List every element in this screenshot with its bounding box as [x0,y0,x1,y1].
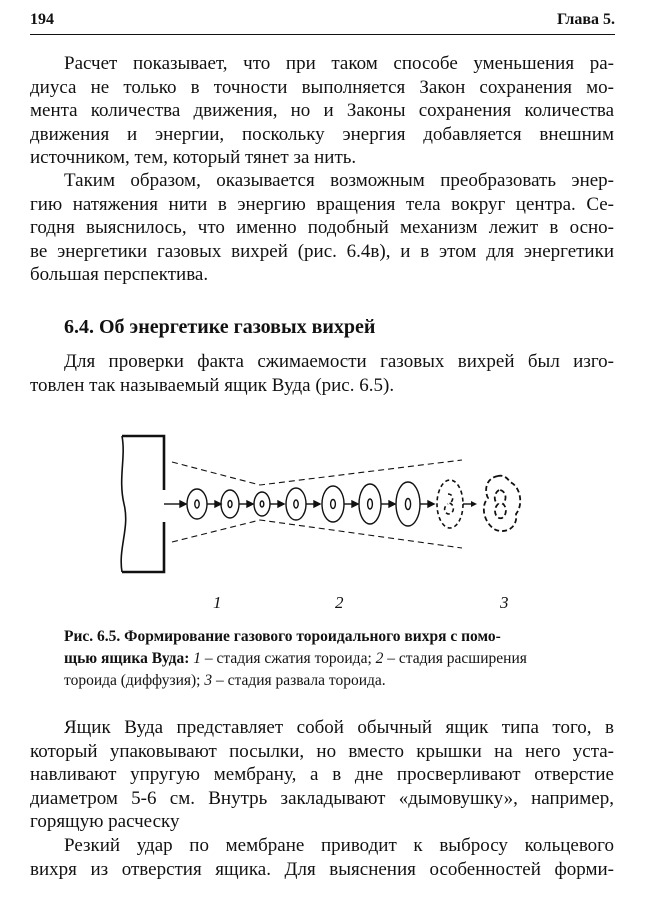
text-line: движения и энергии, поскольку энергия добавляется внешним [30,123,614,145]
text-line: большая перспектива. [30,264,209,285]
text-line: который упаковывают посылки, но вместо крышки на него уста- [30,740,614,762]
paragraph-4 [30,716,614,834]
figure-label-2: 2 [335,593,344,612]
paragraph-1 [30,52,614,170]
wood-box [121,436,164,572]
diffusing-ring [437,480,463,528]
wood-box-figure [100,428,560,618]
paragraph-2 [30,169,614,287]
text-line: Расчет показывает, что при таком способе уменьшения ра- [64,53,614,74]
text-line: вихря из отверстия ящика. Для выяснения особенностей форми- [30,858,614,880]
text-line: горящую расческу [30,811,180,832]
text-line: товлен так называемый ящик Вуда (рис. 6.5). [30,374,395,396]
text-line: Резкий удар по мембране приводит к выбросу кольцевого [64,835,614,856]
collapsing-ring [484,476,520,531]
text-line: источником, тем, который тянет за нить. [30,147,357,168]
paragraph-5 [30,834,614,881]
text-line: Ящик Вуда представляет собой обычный ящик типа того, в [64,717,614,738]
text-line: мента количества движения, но и Законы сохранения количества [30,100,614,121]
caption-line: щью ящика Вуда: 1 – стадия сжатия тороида; 2 – стадия расширения [64,650,527,667]
text-line: диаметром 5-6 см. Внутрь закладывают «дымовушку», например, [30,787,614,809]
text-line: гию натяжения нити в энергию вращения тела вокруг центра. Се- [30,193,614,215]
section-heading: 6.4. Об энергетике газовых вихрей [64,316,376,338]
paragraph-3 [30,350,614,397]
text-line: диуса не только в точности выполняется Закон сохранения мо- [30,76,614,98]
text-line: годня выяснилось, что именно подобный механизм лежит в осно- [30,217,614,238]
text-line: ве энергетики газовых вихрей (рис. 6.4в), и в этом для энергетики [30,240,614,262]
vortex-rings [164,482,434,526]
caption-line: Рис. 6.5. Формирование газового тороидального вихря с помо- [64,628,501,645]
figure-label-3: 3 [500,593,509,612]
text-line: Таким образом, оказывается возможным преобразовать энер- [64,170,614,191]
page-header [30,10,615,35]
text-line: навливают упругую мембрану, а в дне просверливают отверстие [30,764,614,785]
figure-caption [64,626,594,692]
text-line: Для проверки факта сжимаемости газовых вихрей был изго- [64,351,614,372]
chapter-title: Глава 5. [557,11,615,28]
caption-line: тороида (диффузия); 3 – стадия развала тороида. [64,672,386,689]
figure-label-1: 1 [213,593,222,612]
page-number: 194 [30,11,54,28]
